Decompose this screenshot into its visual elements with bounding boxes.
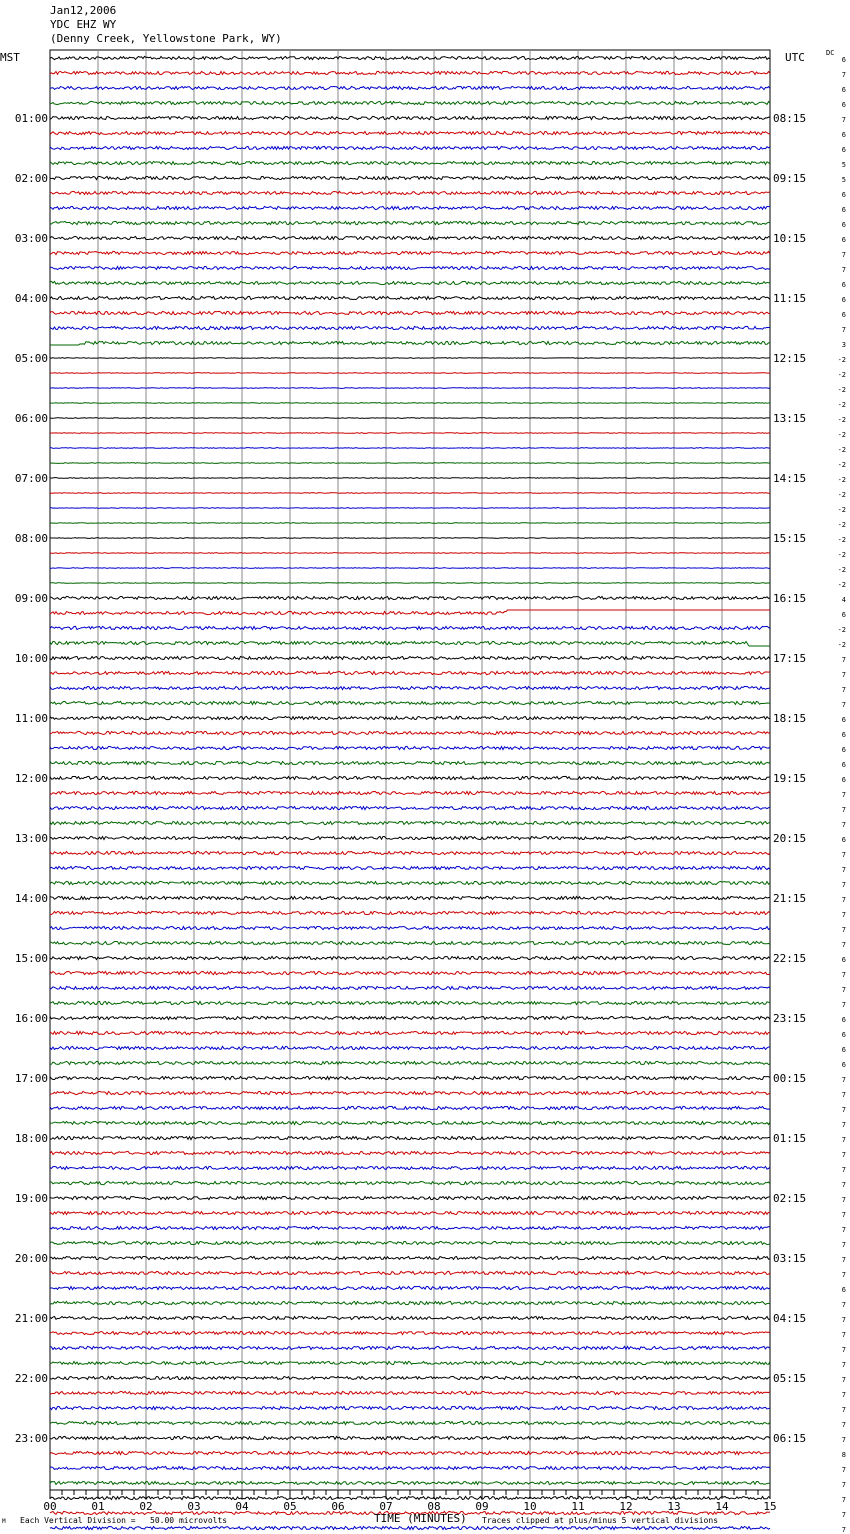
utc-hour-label: 01:15 bbox=[773, 1132, 807, 1145]
dc-offset-value: 7 bbox=[841, 1466, 846, 1474]
seismic-trace bbox=[50, 701, 770, 704]
mst-hour-label: 13:00 bbox=[14, 832, 48, 845]
dc-offset-value: 7 bbox=[841, 266, 846, 274]
dc-offset-value: 5 bbox=[841, 161, 846, 169]
seismic-trace bbox=[50, 911, 770, 914]
dc-offset-value: 6 bbox=[841, 731, 846, 739]
dc-offset-value: 7 bbox=[841, 791, 846, 799]
seismic-trace bbox=[50, 761, 770, 764]
dc-offset-value: 6 bbox=[841, 776, 846, 784]
x-tick-label: 09 bbox=[475, 1500, 489, 1513]
dc-offset-value: 7 bbox=[841, 116, 846, 124]
dc-offset-value: 7 bbox=[841, 1301, 846, 1309]
dc-offset-value: -2 bbox=[837, 551, 846, 559]
seismic-trace bbox=[50, 641, 770, 646]
dc-offset-value: 7 bbox=[841, 1076, 846, 1084]
utc-hour-label: 20:15 bbox=[773, 832, 807, 845]
dc-offset-value: -2 bbox=[837, 431, 846, 439]
x-tick-label: 14 bbox=[715, 1500, 729, 1513]
utc-hour-label: 11:15 bbox=[773, 292, 807, 305]
seismic-trace bbox=[50, 146, 770, 149]
dc-offset-value: 7 bbox=[841, 1106, 846, 1114]
utc-hour-label: 04:15 bbox=[773, 1312, 807, 1325]
x-tick-label: 03 bbox=[187, 1500, 201, 1513]
dc-offset-value: 7 bbox=[841, 1406, 846, 1414]
dc-offset-value: 7 bbox=[841, 671, 846, 679]
x-tick-label: 04 bbox=[235, 1500, 249, 1513]
seismic-trace bbox=[50, 1526, 770, 1529]
dc-offset-value: 7 bbox=[841, 1316, 846, 1324]
seismic-trace bbox=[50, 56, 770, 59]
seismic-trace bbox=[50, 493, 770, 494]
seismic-trace bbox=[50, 1421, 770, 1424]
mst-hour-label: 20:00 bbox=[14, 1252, 48, 1265]
seismic-trace bbox=[50, 101, 770, 104]
dc-offset-value: 6 bbox=[841, 56, 846, 64]
utc-hour-label: 17:15 bbox=[773, 652, 807, 665]
seismic-trace bbox=[50, 1331, 770, 1334]
seismic-trace bbox=[50, 1346, 770, 1349]
seismic-trace bbox=[50, 161, 770, 164]
utc-hour-label: 19:15 bbox=[773, 772, 807, 785]
dc-offset-value: 7 bbox=[841, 1331, 846, 1339]
mst-hour-label: 14:00 bbox=[14, 892, 48, 905]
dc-offset-value: 7 bbox=[841, 1511, 846, 1519]
seismic-trace bbox=[50, 821, 770, 824]
dc-offset-value: -2 bbox=[837, 476, 846, 484]
seismic-trace bbox=[50, 716, 770, 719]
dc-offset-value: 7 bbox=[841, 1376, 846, 1384]
seismic-trace bbox=[50, 731, 770, 734]
dc-offset-value: 6 bbox=[841, 311, 846, 319]
seismic-trace bbox=[50, 1286, 770, 1289]
seismic-trace bbox=[50, 956, 770, 959]
seismic-trace bbox=[50, 866, 770, 869]
seismic-trace bbox=[50, 191, 770, 194]
dc-offset-value: 7 bbox=[841, 1001, 846, 1009]
seismic-trace bbox=[50, 1406, 770, 1409]
dc-offset-value: 7 bbox=[841, 1211, 846, 1219]
dc-offset-value: 7 bbox=[841, 1121, 846, 1129]
seismic-trace bbox=[50, 553, 770, 554]
seismic-trace bbox=[50, 686, 770, 689]
dc-offset-value: 7 bbox=[841, 851, 846, 859]
seismic-trace bbox=[50, 836, 770, 839]
seismic-trace bbox=[50, 326, 770, 329]
dc-offset-value: 7 bbox=[841, 656, 846, 664]
dc-offset-value: 7 bbox=[841, 1391, 846, 1399]
utc-hour-label: 09:15 bbox=[773, 172, 807, 185]
clip-note: Traces clipped at plus/minus 5 vertical divisions bbox=[482, 1516, 719, 1525]
seismic-trace bbox=[50, 1166, 770, 1169]
seismic-trace bbox=[50, 1256, 770, 1259]
seismic-trace bbox=[50, 1481, 770, 1484]
mst-hour-label: 18:00 bbox=[14, 1132, 48, 1145]
utc-hour-label: 16:15 bbox=[773, 592, 807, 605]
x-axis-title: TIME (MINUTES) bbox=[374, 1512, 467, 1525]
seismic-trace bbox=[50, 251, 770, 254]
seismic-trace bbox=[50, 1226, 770, 1229]
seismic-trace bbox=[50, 1151, 770, 1154]
dc-offset-value: 7 bbox=[841, 941, 846, 949]
mst-hour-label: 12:00 bbox=[14, 772, 48, 785]
dc-offset-value: 6 bbox=[841, 1061, 846, 1069]
seismic-trace bbox=[50, 206, 770, 209]
utc-hour-label: 03:15 bbox=[773, 1252, 807, 1265]
seismic-trace bbox=[50, 1196, 770, 1199]
dc-offset-value: 7 bbox=[841, 1436, 846, 1444]
dc-offset-value: 6 bbox=[841, 221, 846, 229]
utc-hour-label: 06:15 bbox=[773, 1432, 807, 1445]
dc-offset-value: 7 bbox=[841, 821, 846, 829]
dc-offset-value: 6 bbox=[841, 296, 846, 304]
seismic-trace bbox=[50, 1031, 770, 1034]
seismic-trace bbox=[50, 373, 770, 374]
seismic-trace bbox=[50, 1361, 770, 1364]
footer-mark: M bbox=[2, 1518, 6, 1525]
seismic-trace bbox=[50, 896, 770, 899]
seismic-trace bbox=[50, 926, 770, 929]
dc-offset-value: 7 bbox=[841, 1151, 846, 1159]
dc-offset-value: 7 bbox=[841, 701, 846, 709]
mst-hour-label: 19:00 bbox=[14, 1192, 48, 1205]
dc-offset-value: 6 bbox=[841, 101, 846, 109]
seismic-trace bbox=[50, 131, 770, 134]
utc-hour-label: 13:15 bbox=[773, 412, 807, 425]
dc-offset-value: -2 bbox=[837, 401, 846, 409]
seismic-trace bbox=[50, 311, 770, 314]
dc-offset-value: 7 bbox=[841, 1181, 846, 1189]
seismic-trace bbox=[50, 596, 770, 599]
seismic-trace bbox=[50, 971, 770, 974]
dc-offset-value: -2 bbox=[837, 371, 846, 379]
utc-hour-label: 21:15 bbox=[773, 892, 807, 905]
seismic-trace bbox=[50, 538, 770, 539]
station-code: YDC EHZ WY bbox=[50, 18, 117, 31]
seismic-trace bbox=[50, 746, 770, 749]
utc-hour-label: 18:15 bbox=[773, 712, 807, 725]
x-tick-label: 01 bbox=[91, 1500, 105, 1513]
dc-offset-value: 7 bbox=[841, 1256, 846, 1264]
mst-hour-label: 10:00 bbox=[14, 652, 48, 665]
dc-offset-value: 7 bbox=[841, 1136, 846, 1144]
seismic-trace bbox=[50, 341, 770, 345]
dc-offset-value: 7 bbox=[841, 251, 846, 259]
seismic-trace bbox=[50, 1301, 770, 1304]
dc-offset-value: 7 bbox=[841, 881, 846, 889]
dc-offset-value: 6 bbox=[841, 146, 846, 154]
dc-offset-value: -2 bbox=[837, 416, 846, 424]
dc-offset-value: -2 bbox=[837, 566, 846, 574]
seismic-trace bbox=[50, 388, 770, 389]
vertical-division-note: Each Vertical Division = 50.00 microvolts bbox=[20, 1516, 228, 1525]
x-tick-label: 02 bbox=[139, 1500, 153, 1513]
dc-offset-value: 7 bbox=[841, 971, 846, 979]
plot-date: Jan12,2006 bbox=[50, 4, 117, 17]
mst-hour-label: 03:00 bbox=[14, 232, 48, 245]
dc-offset-value: 7 bbox=[841, 686, 846, 694]
seismic-trace bbox=[50, 1121, 770, 1124]
dc-offset-value: 7 bbox=[841, 1271, 846, 1279]
mst-hour-label: 06:00 bbox=[14, 412, 48, 425]
dc-offset-value: 7 bbox=[841, 911, 846, 919]
dc-offset-value: 6 bbox=[841, 131, 846, 139]
dc-offset-value: -2 bbox=[837, 506, 846, 514]
x-tick-label: 13 bbox=[667, 1500, 681, 1513]
seismic-trace bbox=[50, 1451, 770, 1454]
utc-hour-label: 10:15 bbox=[773, 232, 807, 245]
mst-hour-label: 05:00 bbox=[14, 352, 48, 365]
utc-hour-label: 02:15 bbox=[773, 1192, 807, 1205]
seismic-trace bbox=[50, 1046, 770, 1049]
mst-hour-label: 21:00 bbox=[14, 1312, 48, 1325]
seismic-trace bbox=[50, 851, 770, 854]
seismic-trace bbox=[50, 508, 770, 509]
utc-hour-label: 05:15 bbox=[773, 1372, 807, 1385]
seismic-trace bbox=[50, 1316, 770, 1319]
seismic-trace bbox=[50, 71, 770, 74]
dc-offset-value: 7 bbox=[841, 1346, 846, 1354]
seismic-trace bbox=[50, 1376, 770, 1379]
dc-offset-value: 7 bbox=[841, 896, 846, 904]
dc-offset-value: 6 bbox=[841, 1046, 846, 1054]
utc-hour-label: 14:15 bbox=[773, 472, 807, 485]
mst-hour-label: 08:00 bbox=[14, 532, 48, 545]
dc-offset-value: -2 bbox=[837, 446, 846, 454]
dc-offset-value: 6 bbox=[841, 206, 846, 214]
left-timezone-label: MST bbox=[0, 51, 20, 64]
dc-offset-value: 7 bbox=[841, 1481, 846, 1489]
dc-offset-value: 7 bbox=[841, 1421, 846, 1429]
x-tick-label: 07 bbox=[379, 1500, 393, 1513]
dc-offset-value: 7 bbox=[841, 1226, 846, 1234]
seismic-trace bbox=[50, 806, 770, 809]
mst-hour-label: 07:00 bbox=[14, 472, 48, 485]
dc-offset-value: 7 bbox=[841, 326, 846, 334]
dc-offset-value: 6 bbox=[841, 86, 846, 94]
dc-offset-value: 7 bbox=[841, 866, 846, 874]
dc-offset-value: -2 bbox=[837, 386, 846, 394]
dc-offset-header: DC bbox=[826, 49, 835, 57]
seismic-trace bbox=[50, 1271, 770, 1274]
seismic-trace bbox=[50, 1391, 770, 1394]
dc-offset-value: 7 bbox=[841, 1361, 846, 1369]
seismic-trace bbox=[50, 1136, 770, 1139]
seismic-trace bbox=[50, 626, 770, 629]
seismic-trace bbox=[50, 1076, 770, 1079]
seismic-trace bbox=[50, 568, 770, 569]
dc-offset-value: -2 bbox=[837, 536, 846, 544]
dc-offset-value: 6 bbox=[841, 191, 846, 199]
dc-offset-value: 7 bbox=[841, 1091, 846, 1099]
x-tick-label: 06 bbox=[331, 1500, 345, 1513]
utc-hour-label: 12:15 bbox=[773, 352, 807, 365]
x-tick-label: 10 bbox=[523, 1500, 537, 1513]
dc-offset-value: 6 bbox=[841, 1016, 846, 1024]
seismic-trace bbox=[50, 403, 770, 404]
seismic-trace bbox=[50, 523, 770, 524]
seismic-trace bbox=[50, 1091, 770, 1094]
seismic-trace bbox=[50, 1181, 770, 1184]
seismic-trace bbox=[50, 1436, 770, 1439]
seismic-trace bbox=[50, 1061, 770, 1064]
mst-hour-label: 22:00 bbox=[14, 1372, 48, 1385]
seismic-trace bbox=[50, 1106, 770, 1109]
mst-hour-label: 11:00 bbox=[14, 712, 48, 725]
x-tick-label: 08 bbox=[427, 1500, 441, 1513]
right-timezone-label: UTC bbox=[785, 51, 805, 64]
seismic-trace bbox=[50, 236, 770, 239]
seismic-trace bbox=[50, 296, 770, 299]
utc-hour-label: 08:15 bbox=[773, 112, 807, 125]
mst-hour-label: 15:00 bbox=[14, 952, 48, 965]
dc-offset-value: 8 bbox=[841, 1451, 846, 1459]
x-tick-label: 15 bbox=[763, 1500, 777, 1513]
dc-offset-value: 7 bbox=[841, 806, 846, 814]
seismic-trace bbox=[50, 1496, 770, 1499]
seismic-trace bbox=[50, 448, 770, 449]
utc-hour-label: 00:15 bbox=[773, 1072, 807, 1085]
seismic-trace bbox=[50, 656, 770, 659]
seismic-trace bbox=[50, 881, 770, 884]
dc-offset-value: 6 bbox=[841, 746, 846, 754]
dc-offset-value: -2 bbox=[837, 491, 846, 499]
seismic-trace bbox=[50, 1466, 770, 1469]
dc-offset-value: 7 bbox=[841, 1196, 846, 1204]
dc-offset-value: 7 bbox=[841, 71, 846, 79]
seismic-trace bbox=[50, 281, 770, 284]
dc-offset-value: 7 bbox=[841, 1526, 846, 1534]
seismic-trace bbox=[50, 478, 770, 479]
seismic-trace bbox=[50, 671, 770, 674]
seismic-trace bbox=[50, 1211, 770, 1214]
x-tick-label: 00 bbox=[43, 1500, 57, 1513]
dc-offset-value: 6 bbox=[841, 836, 846, 844]
x-tick-label: 11 bbox=[571, 1500, 585, 1513]
dc-offset-value: -2 bbox=[837, 626, 846, 634]
dc-offset-value: 6 bbox=[841, 716, 846, 724]
mst-hour-label: 09:00 bbox=[14, 592, 48, 605]
seismic-trace bbox=[50, 610, 770, 615]
utc-hour-label: 15:15 bbox=[773, 532, 807, 545]
seismic-trace bbox=[50, 1241, 770, 1244]
seismic-trace bbox=[50, 221, 770, 224]
mst-hour-label: 01:00 bbox=[14, 112, 48, 125]
dc-offset-value: -2 bbox=[837, 356, 846, 364]
seismic-trace bbox=[50, 791, 770, 794]
x-tick-label: 05 bbox=[283, 1500, 297, 1513]
dc-offset-value: 6 bbox=[841, 236, 846, 244]
seismic-trace bbox=[50, 1016, 770, 1019]
utc-hour-label: 22:15 bbox=[773, 952, 807, 965]
dc-offset-value: 5 bbox=[841, 176, 846, 184]
dc-offset-value: 4 bbox=[841, 596, 846, 604]
dc-offset-value: -2 bbox=[837, 461, 846, 469]
dc-offset-value: 6 bbox=[841, 611, 846, 619]
dc-offset-value: 6 bbox=[841, 281, 846, 289]
dc-offset-value: -2 bbox=[837, 641, 846, 649]
seismic-trace bbox=[50, 941, 770, 944]
seismic-trace bbox=[50, 776, 770, 779]
dc-offset-value: 7 bbox=[841, 1241, 846, 1249]
mst-hour-label: 16:00 bbox=[14, 1012, 48, 1025]
utc-hour-label: 23:15 bbox=[773, 1012, 807, 1025]
seismic-trace bbox=[50, 583, 770, 584]
seismic-trace bbox=[50, 176, 770, 179]
mst-hour-label: 23:00 bbox=[14, 1432, 48, 1445]
mst-hour-label: 04:00 bbox=[14, 292, 48, 305]
seismic-trace bbox=[50, 1001, 770, 1004]
dc-offset-value: 7 bbox=[841, 1496, 846, 1504]
seismic-trace bbox=[50, 418, 770, 419]
dc-offset-value: 7 bbox=[841, 1166, 846, 1174]
dc-offset-value: 6 bbox=[841, 956, 846, 964]
dc-offset-value: 7 bbox=[841, 986, 846, 994]
seismic-trace bbox=[50, 986, 770, 989]
dc-offset-value: 6 bbox=[841, 1286, 846, 1294]
seismic-trace bbox=[50, 358, 770, 359]
dc-offset-value: -2 bbox=[837, 581, 846, 589]
dc-offset-value: 6 bbox=[841, 761, 846, 769]
seismic-trace bbox=[50, 116, 770, 119]
mst-hour-label: 17:00 bbox=[14, 1072, 48, 1085]
x-tick-label: 12 bbox=[619, 1500, 633, 1513]
mst-hour-label: 02:00 bbox=[14, 172, 48, 185]
dc-offset-value: 6 bbox=[841, 1031, 846, 1039]
seismic-trace bbox=[50, 463, 770, 464]
seismic-trace bbox=[50, 266, 770, 269]
station-location: (Denny Creek, Yellowstone Park, WY) bbox=[50, 32, 282, 45]
seismic-trace bbox=[50, 86, 770, 89]
seismic-trace bbox=[50, 433, 770, 434]
dc-offset-value: -2 bbox=[837, 521, 846, 529]
dc-offset-value: 3 bbox=[841, 341, 846, 349]
dc-offset-value: 7 bbox=[841, 926, 846, 934]
